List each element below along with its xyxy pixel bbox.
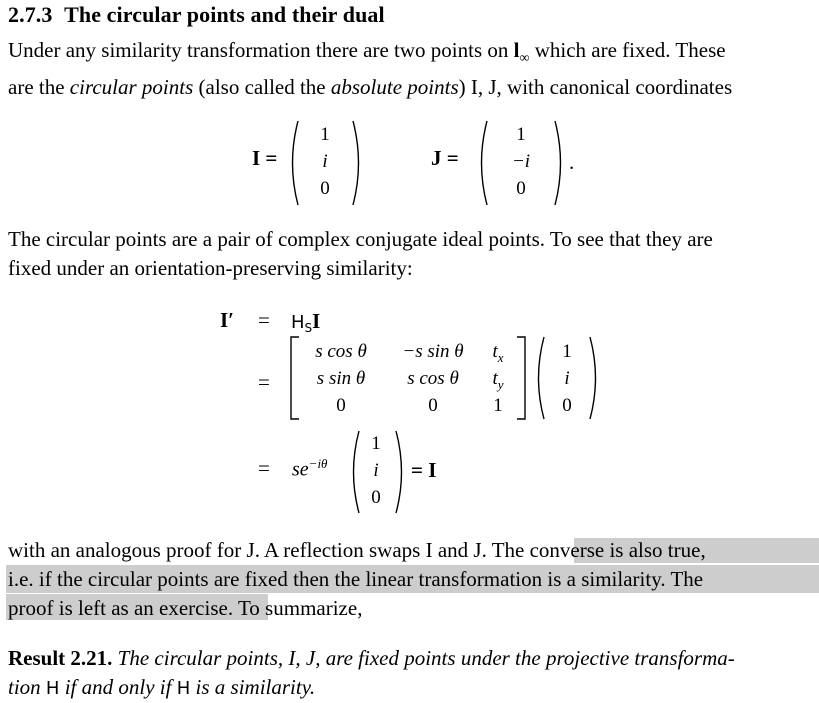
vec2-right-paren xyxy=(589,336,601,420)
m-21: s sin θ xyxy=(316,368,366,389)
m-22: s cos θ xyxy=(407,368,459,389)
result-line-1: Result 2.21. The circular points, I, J, are fixed points under the projective transforma- xyxy=(8,646,735,670)
m-13: $t_x$ xyxy=(492,341,504,365)
J-left-paren xyxy=(476,120,488,206)
result-2-21 xyxy=(8,644,735,703)
matrix-left-bracket xyxy=(290,336,300,420)
matrix-right-bracket xyxy=(516,336,526,420)
vec3-1: 1 xyxy=(371,433,381,454)
J-vec-1: 1 xyxy=(516,124,526,145)
converse-line-3: proof is left as an exercise. To summarize, xyxy=(8,596,363,620)
I-right-paren xyxy=(352,120,364,206)
Hs-I: $H_SI$ xyxy=(291,309,321,336)
converse-line-1: with an analogous proof for J. A reflection swaps I and J. The converse is also true, xyxy=(8,538,706,562)
J-vec-3: 0 xyxy=(516,178,526,199)
converse-line-2: i.e. if the circular points are fixed then the linear transformation is a similarity. The xyxy=(8,567,704,591)
eq-sign-2: = xyxy=(258,370,270,394)
m-11: s cos θ xyxy=(315,341,367,362)
section-heading xyxy=(8,2,385,28)
vec2-3: 0 xyxy=(562,395,572,416)
I-left-paren xyxy=(287,120,299,206)
s-e-coefficient: $se^{-i\theta}$ xyxy=(292,456,328,481)
J-right-paren xyxy=(554,120,566,206)
paragraph-intro xyxy=(8,36,732,102)
m-33: 1 xyxy=(493,395,503,416)
I-vec-2: i xyxy=(322,151,328,172)
vec2-2: i xyxy=(564,368,570,389)
conjugate-line-2: fixed under an orientation-preserving similarity: xyxy=(8,256,413,280)
vec3-2: i xyxy=(373,460,379,481)
J-label: J = xyxy=(431,146,459,170)
vec3-right-paren xyxy=(395,430,407,514)
eq-sign-3: = xyxy=(258,456,270,480)
vec2-left-paren xyxy=(533,336,545,420)
I-vec-3: 0 xyxy=(320,178,330,199)
m-32: 0 xyxy=(428,395,438,416)
eq-sign-1: = xyxy=(258,308,270,332)
paragraph-converse xyxy=(8,536,706,623)
section-number: 2.7.3 xyxy=(8,2,53,27)
result-line-2: tion H if and only if H is a similarity. xyxy=(8,675,316,699)
conjugate-line-1: The circular points are a pair of complex conjugate ideal points. To see that they are xyxy=(8,227,713,251)
m-12: −s sin θ xyxy=(402,341,464,362)
l-infinity: $l_\infty$ xyxy=(513,38,530,67)
m-23: $t_y$ xyxy=(492,368,504,392)
vec3-3: 0 xyxy=(371,487,381,508)
vec2-1: 1 xyxy=(562,341,572,362)
section-title: The circular points and their dual xyxy=(64,2,385,27)
result-label: Result 2.21. xyxy=(8,646,113,670)
I-label: I = xyxy=(252,146,278,170)
I-prime: I′ xyxy=(220,308,235,332)
equals-I: = I xyxy=(411,458,437,482)
I-vec-1: 1 xyxy=(320,124,330,145)
intro-line-1: Under any similarity transformation there are two points on $l_\infty$ which are fixed. These xyxy=(8,38,726,67)
eq1-period: . xyxy=(569,150,575,174)
intro-line-2: are the circular points (also called the absolute points) I, J, with canonical coordinates xyxy=(8,75,733,100)
paragraph-conjugate xyxy=(8,225,713,283)
J-vec-2: −i xyxy=(511,151,531,172)
m-31: 0 xyxy=(336,395,346,416)
